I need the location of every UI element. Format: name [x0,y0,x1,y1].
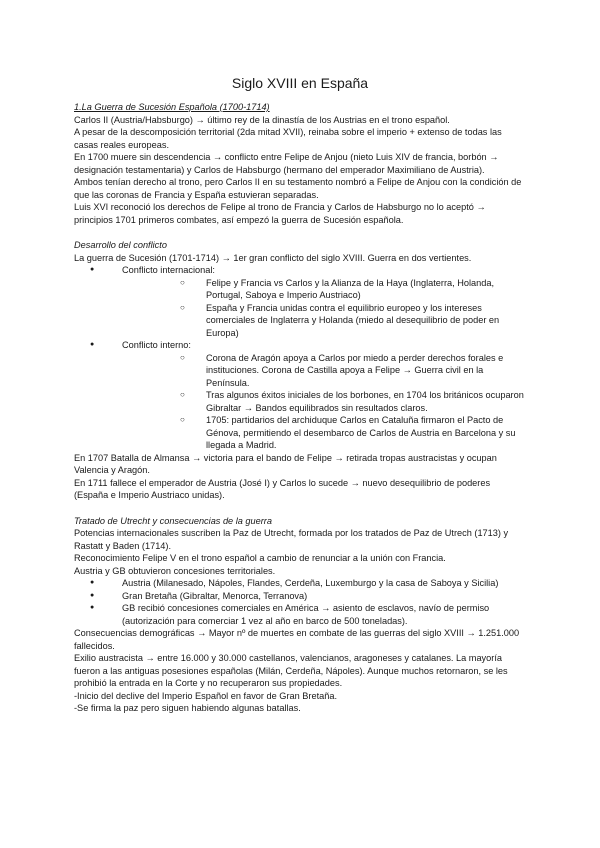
paragraph: En 1711 fallece el emperador de Austria (José I) y Carlos lo sucede → nuevo desequilibrio de poderes (España e Imperio Austriaco unidas). [74,477,491,500]
paragraph: Austria y GB obtuvieron concesiones territoriales. [74,565,276,576]
list-item: ● Austria (Milanesado, Nápoles, Flandes, Cerdeña, Luxemburgo y la casa de Saboya y Sicilia) [74,577,526,590]
sub-list [122,352,526,452]
paragraph: -Inicio del declive del Imperio Español en favor de Gran Bretaña. [74,690,338,701]
list-item: ○ Felipe y Francia vs Carlos y la Alianza de la Haya (Inglaterra, Holanda, Portugal, Saboya e Imperio Austriaco) [122,277,526,302]
list-item: ○ Corona de Aragón apoya a Carlos por miedo a perder derechos forales e instituciones. Corona de Castilla apoya a Felipe → Guerra civil en la Península. [122,352,526,390]
section-heading: Desarrollo del conflicto [74,240,167,250]
list-item: ○ 1705: partidarios del archiduque Carlos en Cataluña firmaron el Pacto de Génova, permitiendo el desembarco de Carlos de Austria en Barcelona y su llegada a Madrid. [122,414,526,452]
list-item [74,264,526,339]
page-title: Siglo XVIII en España [231,75,369,91]
list-item-label: Conflicto interno: [122,340,191,350]
concessions-list [74,577,526,627]
paragraph: Exilio austracista → entre 16.000 y 30.000 castellanos, valencianos, aragoneses y catalanes. La mayoría fueron a las antiguas posesiones españolas (Milán, Cerdeña, Nápoles). Aunque muchos retornaron, se les prohibió la entrada en la Corte y no recuperaron sus propiedades. [74,653,508,688]
list-item: ○ España y Francia unidas contra el equilibrio europeo y los intereses comerciales de Inglaterra y Holanda (miedo al desequilibrio de poder en Europa) [122,302,526,340]
section-heading: Tratado de Utrecht y consecuencias de la guerra [74,515,272,526]
paragraph: Consecuencias demográficas → Mayor nº de muertes en combate de las guerras del siglo XVIII → 1.251.000 fallecidos. [74,628,520,651]
paragraph: La guerra de Sucesión (1701-1714) → 1er gran conflicto del siglo XVIII. Guerra en dos vertientes. [74,252,472,263]
conflict-list [74,264,526,452]
paragraph: En 1707 Batalla de Almansa → victoria para el bando de Felipe → retirada tropas austracistas y ocupan Valencia y Aragón. [74,452,497,475]
section-succession-war [74,101,526,226]
paragraph: Luis XVI reconoció los derechos de Felipe al trono de Francia y Carlos de Habsburgo no lo aceptó → principios 1701 primeros combates, así empezó la guerra de Sucesión española. [74,202,486,225]
list-item: ○ Tras algunos éxitos iniciales de los borbones, en 1704 los británicos ocuparon Gibraltar → Bandos equilibrados sin resultados claros. [122,389,526,414]
list-item: ● Gran Bretaña (Gibraltar, Menorca, Terranova) [74,590,526,603]
paragraph: Potencias internacionales suscriben la Paz de Utrecht, formada por los tratados de Paz de Utrech (1713) y Rastatt y Baden (1714). [74,528,509,551]
paragraph: Reconocimiento Felipe V en el trono español a cambio de renunciar a la unión con Francia. [74,553,446,563]
sub-list [122,277,526,340]
list-item-label: Conflicto internacional: [122,265,215,275]
paragraph: En 1700 muere sin descendencia → conflicto entre Felipe de Anjou (nieto Luis XIV de francia, borbón → designación testamentaria) y Carlos de Habsburgo (hermano del emperador Maximiliano de Austria). [74,152,499,175]
paragraph: Carlos II (Austria/Habsburgo) → último rey de la dinastía de los Austrias en el trono español. [74,114,450,125]
paragraph: A pesar de la descomposición territorial (2da mitad XVII), reinaba sobre el imperio + extenso de todas las casas reales europeas. [74,127,502,150]
list-item [74,339,526,452]
section-utrecht-treaty [74,515,526,715]
section-heading: 1.La Guerra de Sucesión Española (1700-1714) [74,102,270,112]
paragraph: Ambos tenían derecho al trono, pero Carlos II en su testamento nombró a Felipe de Anjou con la condición de que las coronas de Francia y España estuvieran separadas. [74,177,522,200]
list-item: ● GB recibió concesiones comerciales en América → asiento de esclavos, navío de permiso (autorización para comerciar 1 vez al año en barco de 500 toneladas). [74,602,526,627]
section-conflict-development [74,239,526,502]
paragraph: -Se firma la paz pero siguen habiendo algunas batallas. [74,703,301,713]
